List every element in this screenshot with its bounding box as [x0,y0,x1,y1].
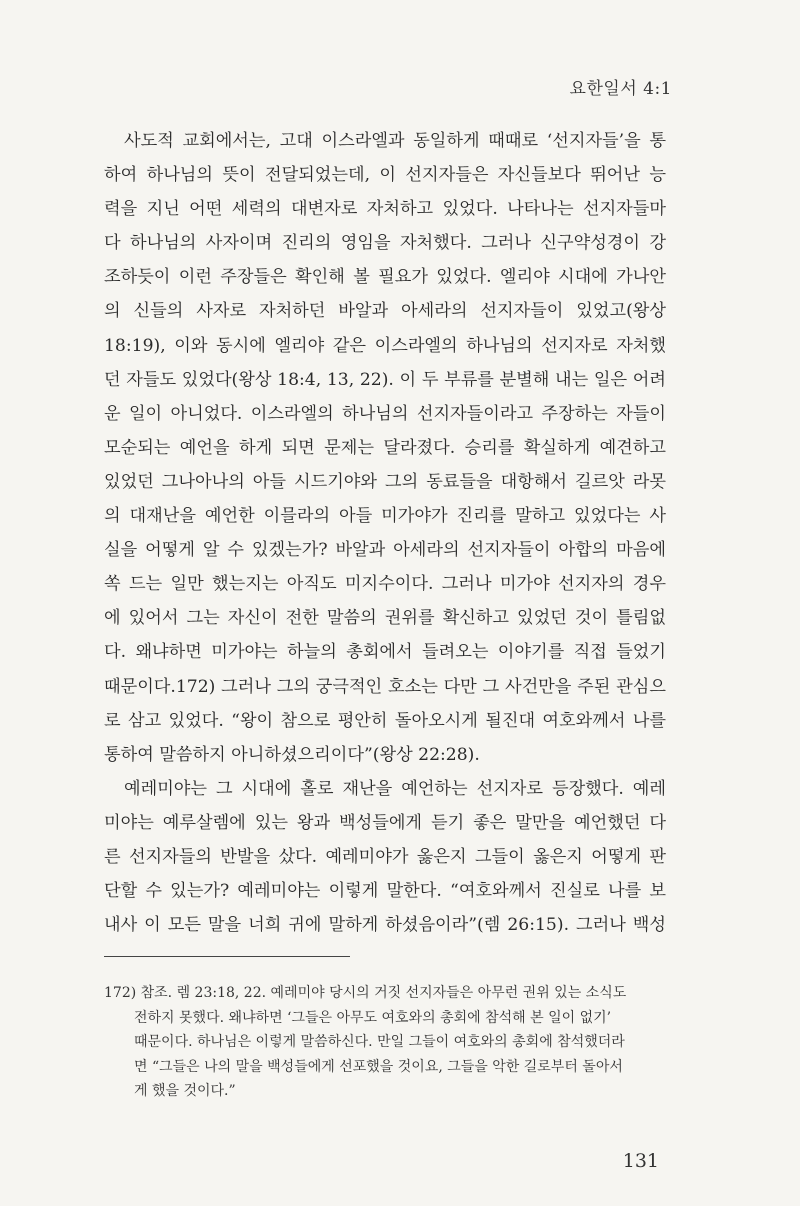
body-line: 통하여 말씀하지 아니하셨으리이다”(왕상 22:28). [104,744,480,765]
body-line: 른 선지자들의 반발을 샀다. 예레미야가 옳은지 그들이 옳은지 어떻게 판 [104,846,666,867]
footnote-line: 면 “그들은 나의 말을 백성들에게 선포했을 것이요, 그들을 악한 길로부터 돌아서 [134,1058,623,1075]
body-line: 모순되는 예언을 하게 되면 문제는 달라졌다. 승리를 확실하게 예견하고 [104,437,666,458]
body-line: 18:19), 이와 동시에 엘리야 같은 이스라엘의 하나님의 선지자로 자처했 [104,335,666,356]
body-line: 쏙 드는 일만 했는지는 아직도 미지수이다. 그러나 미가야 선지자의 경우 [104,574,666,595]
body-line: 조하듯이 이런 주장들은 확인해 볼 필요가 있었다. 엘리야 시대에 가나안 [104,267,666,288]
body-line: 실을 어떻게 알 수 있겠는가? 바알과 아세라의 선지자들이 아합의 마음에 [104,540,666,561]
footnotes [104,981,664,1104]
body-line: 던 자들도 있었다(왕상 18:4, 13, 22). 이 두 부류를 분별해 내는 일은 어려 [104,369,666,390]
body-line: 하여 하나님의 뜻이 전달되었는데, 이 선지자들은 자신들보다 뛰어난 능 [104,165,666,186]
body-line: 운 일이 아니었다. 이스라엘의 하나님의 선지자들이라고 주장하는 자들이 [104,403,666,424]
body-line: 의 대재난을 예언한 이믈라의 아들 미가야가 진리를 말하고 있었다는 사 [104,506,666,527]
body-line: 사도적 교회에서는, 고대 이스라엘과 동일하게 때때로 ‘선지자들’을 통 [124,131,666,151]
body-line: 력을 지닌 어떤 세력의 대변자로 자처하고 있었다. 나타나는 선지자들마 [104,199,666,220]
body-line: 단할 수 있는가? 예레미야는 이렇게 말한다. “여호와께서 진실로 나를 보 [104,881,666,902]
body-line: 에 있어서 그는 자신이 전한 말씀의 권위를 확신하고 있었던 것이 틀림없 [104,608,666,629]
footnote-line: 게 했을 것이다.” [134,1083,236,1100]
body-line: 다. 왜냐하면 미가야는 하늘의 총회에서 들려오는 이야기를 직접 들었기 [104,642,666,663]
body-line: 의 신들의 사자로 자처하던 바알과 아세라의 선지자들이 있었고(왕상 [104,301,666,322]
body-line: 있었던 그나아나의 아들 시드기야와 그의 동료들을 대항해서 길르앗 라못 [104,471,666,492]
body-line: 때문이다.172) 그러나 그의 궁극적인 호소는 다만 그 사건만을 주된 관심으 [104,676,666,697]
footnote-separator [104,956,350,957]
footnote-line: 때문이다. 하나님은 이렇게 말씀하신다. 만일 그들이 여호와의 총회에 참석했더라 [134,1034,625,1051]
body-line: 로 삼고 있었다. “왕이 참으로 평안히 돌아오시게 될진대 여호와께서 나를 [104,710,666,731]
page-number: 131 [622,1150,659,1172]
footnote-line: 172) 참조. 렘 23:18, 22. 예레미야 당시의 거짓 선지자들은 아무런 권위 있는 소식도 [104,985,627,1001]
body-line: 예레미야는 그 시대에 홀로 재난을 예언하는 선지자로 등장했다. 예레 [124,778,666,799]
body-line: 다 하나님의 사자이며 진리의 영임을 자처했다. 그러나 신구약성경이 강 [104,233,666,254]
running-header: 요한일서 4:1 [569,79,672,99]
body-line: 미야는 예루살렘에 있는 왕과 백성들에게 듣기 좋은 말만을 예언했던 다 [104,812,666,833]
body-line: 내사 이 모든 말을 너희 귀에 말하게 하셨음이라”(렘 26:15). 그러나 백성 [104,915,666,936]
footnote-line: 전하지 못했다. 왜냐하면 ‘그들은 아무도 여호와의 총회에 참석해 본 일이 없기’ [134,1009,612,1026]
body-text [104,124,666,942]
